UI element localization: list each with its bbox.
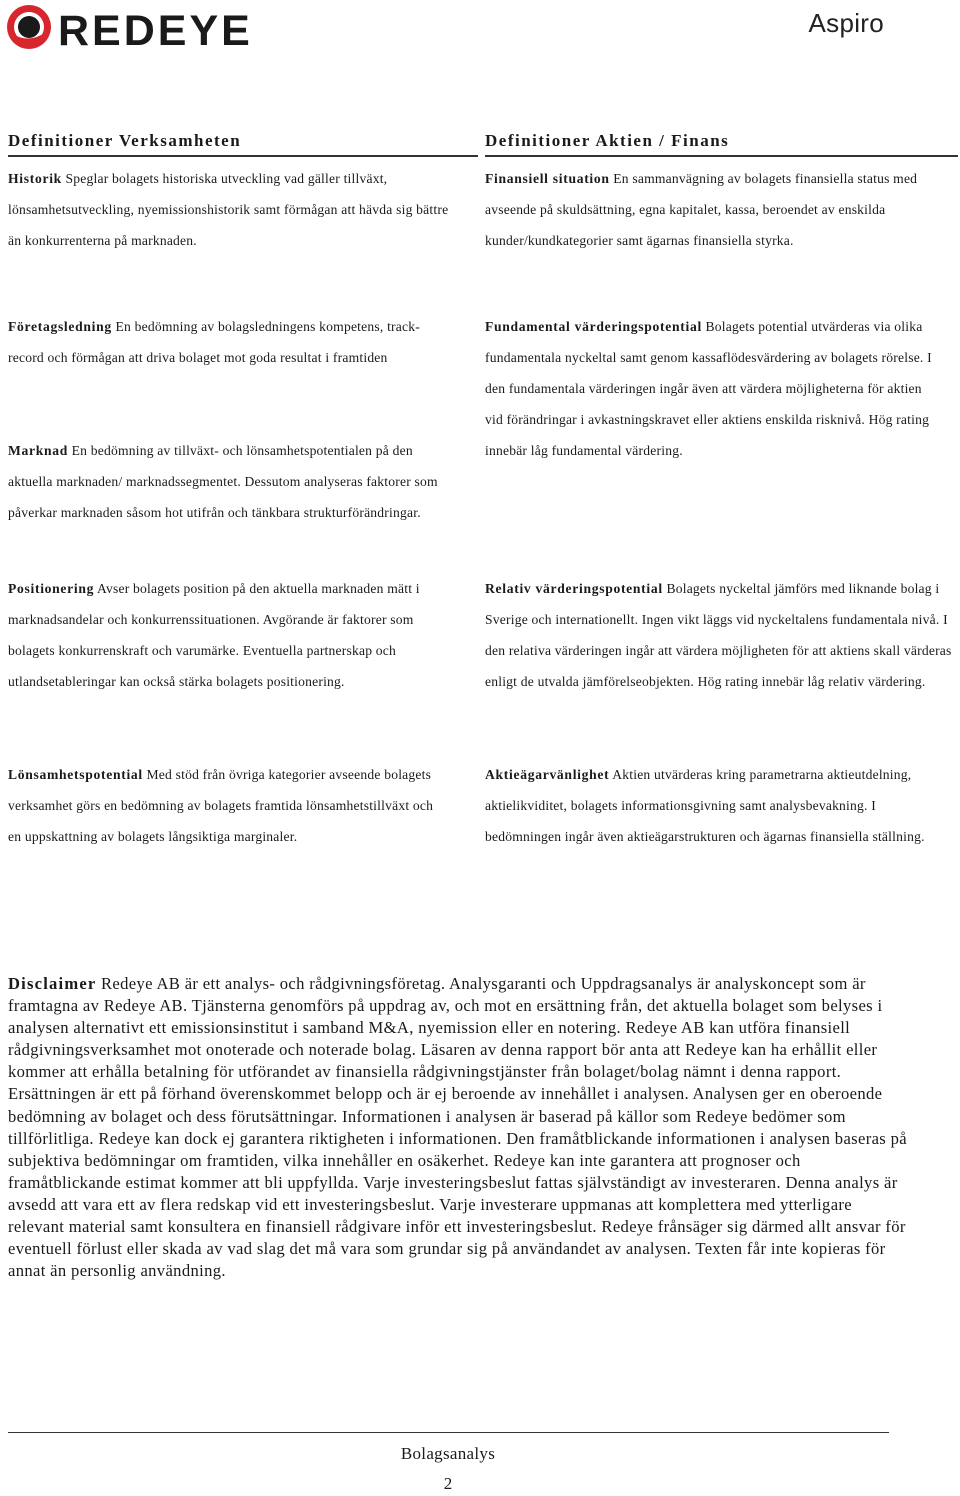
block-lonsamhetspotential — [8, 759, 478, 852]
footer-label: Bolagsanalys — [400, 1444, 496, 1463]
term-disclaimer: Disclaimer — [8, 974, 97, 993]
term-foretagsledning: Företagsledning — [8, 319, 112, 334]
definition-fundamental — [485, 311, 935, 466]
section-aktien-finans — [485, 131, 955, 256]
definition-relativ — [485, 573, 953, 697]
text-marknad: En bedömning av tillväxt- och lönsamhetspotentialen på den aktuella marknaden/ marknadssegmentet. Dessutom analyseras faktorer som påverkar marknaden såsom hot utifrån och tänkbara strukturförändringar. — [8, 443, 438, 520]
term-finansiell-situation: Finansiell situation — [485, 171, 610, 186]
logo-wordmark: REDEYE — [58, 7, 253, 50]
definition-lonsamhetspotential — [8, 759, 448, 852]
term-historik: Historik — [8, 171, 62, 186]
definition-finansiell-situation — [485, 163, 945, 256]
term-marknad: Marknad — [8, 443, 69, 458]
block-fundamental — [485, 311, 955, 466]
definition-marknad — [8, 435, 460, 528]
block-marknad — [8, 435, 478, 528]
term-positionering: Positionering — [8, 581, 95, 596]
company-name: Aspiro — [808, 8, 884, 38]
text-fundamental: Bolagets potential utvärderas via olika fundamentala nyckeltal samt genom kassaflödesvärdering av bolagets rörelse. I den fundamentala värderingen ingår även att värdera möjligheterna för aktien vid förändringar i avkastningskravet eller aktiens enskilda risknivå. Hög rating innebär låg fundamental värdering. — [485, 319, 932, 458]
text-foretagsledning: En bedömning av bolagsledningens kompetens, track-record och förmågan att driva bolaget mot goda resultat i framtiden — [8, 319, 420, 365]
block-foretagsledning — [8, 311, 478, 373]
definition-historik — [8, 163, 453, 256]
text-relativ: Bolagets nyckeltal jämförs med liknande bolag i Sverige och internationellt. Ingen vikt läggs vid nyckeltalens fundamentala nivå. I den relativa värderingen ingår att värdera möjligheten för att aktiens skall värderas enligt de utvalda jämförelseobjekten. Hög rating innebär låg relativ värdering. — [485, 581, 952, 689]
text-disclaimer: Redeye AB är ett analys- och rådgivningsföretag. Analysgaranti och Uppdragsanalys är analyskoncept som är framtagna av Redeye AB. Tjänsterna genomförs på uppdrag av, och mot en ersättning från, det aktuella bolaget som belyses i analysen alternativt ett emissionsinstitut i samband M&A, nyemission eller en notering. Redeye AB kan utföra finansiell rådgivningsverksamhet mot onoterade och noterade bolag. Läsaren av denna rapport bör anta att Redeye kan ha erhållit eller kommer att erhålla betalning för utförandet av finansiella rådgivningstjänster från bolaget/bolag nämnt i denna rapport. Ersättningen är ett på förhand överenskommet belopp och är ej beroende av innehållet i analysen. Analysen ger en oberoende bedömning av bolaget och dess förutsättningar. Informationen i analysen är baserad på källor som Redeye bedömer som tillförlitliga. Redeye kan dock ej garantera riktigheten i informationen. Den framåtblickande informationen i analysen baseras på subjektiva bedömningar om framtiden, vilka innehåller en osäkerhet. Redeye kan inte garantera att prognoser och framåtblickande estimat kommer att bli uppfyllda. Varje investeringsbeslut fattas självständigt av investeraren. Denna analys är avsedd att vara ett av flera redskap vid ett investeringsbeslut. Varje investerare uppmanas att komplettera med ytterligare relevant material samt konsultera en finansiell rådgivare inför ett investeringsbeslut. Redeye frånsäger sig därmed allt ansvar för eventuell förlust eller skada av vad slag det må vara som grundar sig på användandet av analysen. Texten får inte kopieras för annat än personlig användning. — [8, 974, 907, 1281]
definition-positionering — [8, 573, 460, 697]
block-aktieagarvanlighet — [485, 759, 955, 852]
disclaimer — [8, 973, 908, 1282]
definition-aktieagarvanlighet — [485, 759, 940, 852]
section-verksamheten — [8, 131, 478, 256]
text-aktieagarvanlighet: Aktien utvärderas kring parametrarna aktieutdelning, aktielikviditet, bolagets informationsgivning samt analysbevakning. I bedömningen ingår även aktieägarstrukturen och ägarnas finansiella ställning. — [485, 767, 925, 844]
term-aktieagarvanlighet: Aktieägarvänlighet — [485, 767, 610, 782]
text-historik: Speglar bolagets historiska utveckling vad gäller tillväxt, lönsamhetsutveckling, nyemissionshistorik samt förmågan att hävda sig bättre än konkurrenterna på marknaden. — [8, 171, 449, 248]
section-title-verksamheten: Definitioner Verksamheten — [8, 131, 478, 157]
redeye-logo — [6, 4, 256, 50]
definition-foretagsledning — [8, 311, 453, 373]
section-title-aktien-finans: Definitioner Aktien / Finans — [485, 131, 958, 157]
term-lonsamhetspotential: Lönsamhetspotential — [8, 767, 143, 782]
term-fundamental: Fundamental värderingspotential — [485, 319, 702, 334]
text-positionering: Avser bolagets position på den aktuella marknaden mätt i marknadsandelar och konkurrenssituationen. Avgörande är faktorer som bolagets konkurrenskraft och varumärke. Eventuella partnerskap och utlandsetableringar kan också stärka bolagets positionering. — [8, 581, 420, 689]
redeye-eye-icon — [6, 4, 256, 50]
term-relativ: Relativ värderingspotential — [485, 581, 663, 596]
page-number: 2 — [443, 1474, 453, 1493]
block-positionering — [8, 573, 478, 697]
text-finansiell-situation: En sammanvägning av bolagets finansiella status med avseende på skuldsättning, egna kapitalet, kassa, beroendet av enskilda kunder/kundkategorier samt ägarnas finansiella styrka. — [485, 171, 918, 248]
footer-divider — [8, 1432, 889, 1433]
text-lonsamhetspotential: Med stöd från övriga kategorier avseende bolagets verksamhet görs en bedömning av bolagets framtida lönsamhetstillväxt och en uppskattning av bolagets långsiktiga marginaler. — [8, 767, 434, 844]
block-relativ — [485, 573, 955, 697]
